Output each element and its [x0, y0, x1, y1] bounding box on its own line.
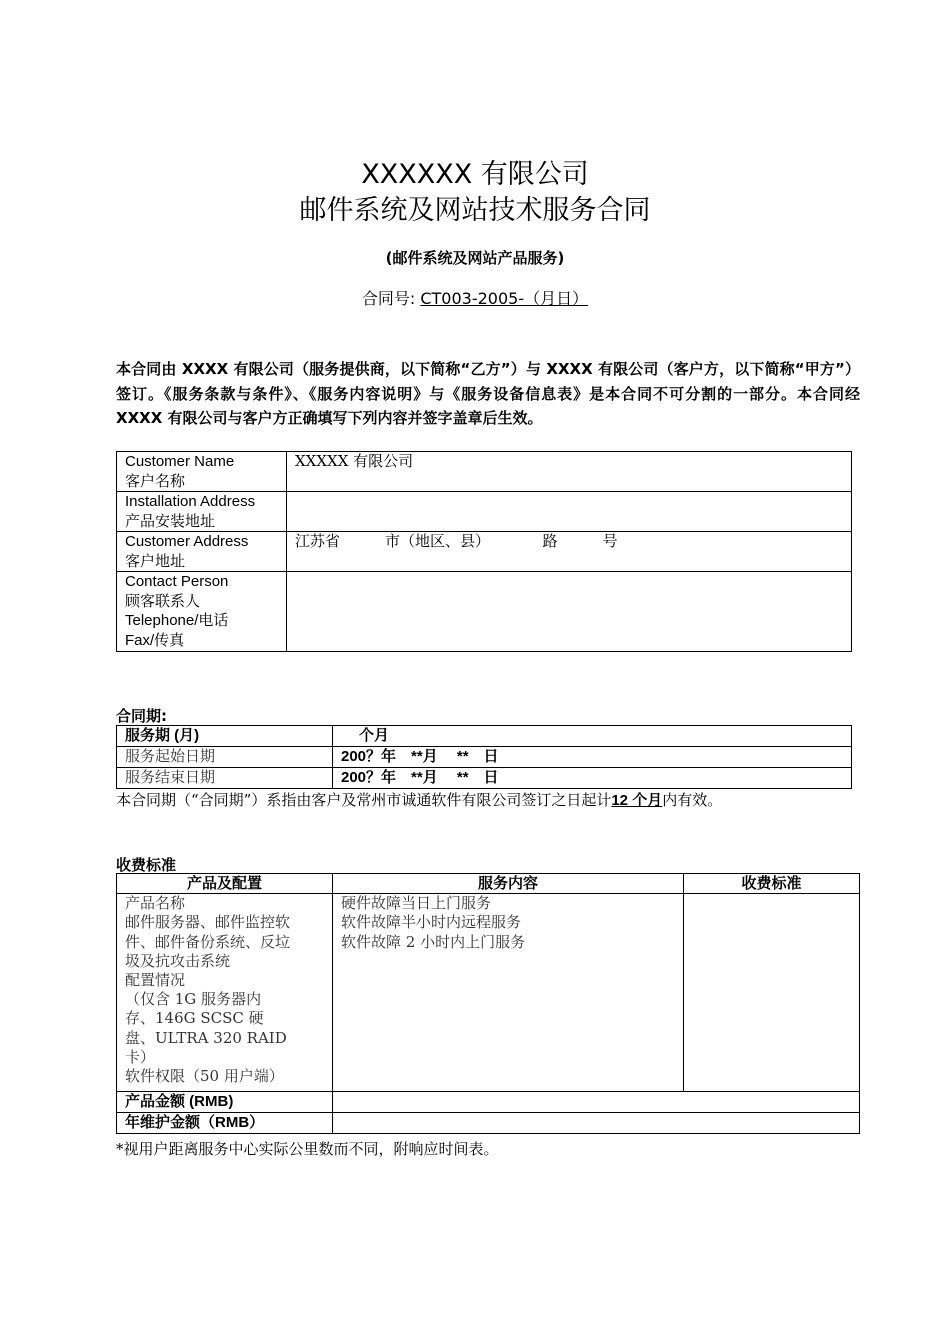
label-cn: 顾客联系人: [125, 592, 201, 610]
service-line: 软件故障 2 小时内上门服务: [341, 932, 526, 951]
term-note-duration: 12 个月: [611, 792, 663, 809]
contract-number: [0, 288, 950, 310]
product-line: （仅含 1G 服务器内: [125, 990, 262, 1009]
contract-number-value[interactable]: CT003-2005-（月日）: [420, 289, 589, 308]
installation-address-label: [117, 492, 287, 532]
table-row: [117, 492, 852, 532]
table-row: [117, 572, 852, 652]
contract-number-label: 合同号:: [361, 289, 416, 308]
start-date-value[interactable]: 200？年 **月 ** 日: [333, 747, 852, 768]
label-en: Fax/传真: [125, 631, 185, 649]
product-line: 卡）: [125, 1047, 156, 1066]
table-row: [117, 726, 852, 747]
column-header: 收费标准: [684, 874, 860, 894]
table-row: [117, 532, 852, 572]
period-label: 服务期 (月): [117, 726, 333, 747]
intro-paragraph: 本合同由 XXXX 有限公司（服务提供商，以下简称“乙方”）与 XXXX 有限公司（客户方，以下简称“甲方”）签订。《服务条款与条件》、《服务内容说明》与《服务设备信息表》是本合同不可分割的一部分。本合同经 XXXX 有限公司与客户方正确填写下列内容并签字盖章后生效。: [116, 360, 860, 427]
column-header: 产品及配置: [117, 874, 333, 894]
end-date-value[interactable]: 200？年 **月 ** 日: [333, 768, 852, 789]
product-line: 配置情况: [125, 971, 186, 990]
label-en: Telephone/电话: [125, 612, 229, 629]
label-en: Installation Address: [125, 493, 256, 510]
installation-address-field[interactable]: [287, 492, 852, 532]
term-table: [116, 725, 852, 789]
label-cn: 客户名称: [125, 472, 186, 490]
product-line: 产品名称: [125, 894, 186, 913]
contract-title: 邮件系统及网站技术服务合同: [299, 195, 651, 226]
product-line: 盘、ULTRA 320 RAID: [125, 1028, 287, 1047]
end-date-label: 服务结束日期: [117, 768, 333, 789]
maintenance-amount-field[interactable]: [333, 1113, 860, 1134]
label-en: Customer Address: [125, 533, 249, 550]
label-cn: 产品安装地址: [125, 512, 216, 530]
start-date-label: 服务起始日期: [117, 747, 333, 768]
table-row: [117, 874, 860, 894]
table-row: [117, 452, 852, 492]
term-note-text: 内有效。: [662, 791, 723, 809]
table-row: [117, 1113, 860, 1134]
maintenance-amount-label: 年维护金额（RMB）: [117, 1113, 333, 1134]
period-value[interactable]: 个月: [333, 726, 852, 747]
footnote: *视用户距离服务中心实际公里数而不同，附响应时间表。: [116, 1140, 499, 1158]
term-note-text: 本合同期（“合同期”）系指由客户及常州市诚通软件有限公司签订之日起计: [116, 791, 612, 809]
product-amount-field[interactable]: [333, 1092, 860, 1113]
service-line: 硬件故障当日上门服务: [341, 894, 492, 913]
customer-info-table: [116, 451, 852, 652]
service-content-cell: [333, 894, 684, 1092]
table-row: [117, 747, 852, 768]
label-en: Customer Name: [125, 453, 235, 470]
label-cn: 客户地址: [125, 552, 186, 570]
term-section-label: 合同期:: [116, 707, 167, 725]
product-line: 件、邮件备份系统、反垃: [125, 932, 291, 951]
customer-name-label: [117, 452, 287, 492]
product-line: 圾及抗攻击系统: [125, 951, 231, 970]
table-row: [117, 768, 852, 789]
product-line: 邮件服务器、邮件监控软: [125, 913, 291, 932]
company-title: XXXXXX 有限公司: [361, 159, 589, 190]
product-config-cell: [117, 894, 333, 1092]
table-row: [117, 894, 860, 1092]
label-en: Contact Person: [125, 573, 229, 590]
term-note: [116, 790, 722, 811]
product-line: 存、146G SCSC 硬: [125, 1009, 264, 1028]
service-line: 软件故障半小时内远程服务: [341, 913, 522, 932]
customer-address-field[interactable]: 江苏省 市（地区、县） 路 号: [287, 532, 852, 572]
contact-label: [117, 572, 287, 652]
fee-standard-field[interactable]: [684, 894, 860, 1092]
product-line: 软件权限（50 用户端）: [125, 1067, 284, 1086]
customer-address-label: [117, 532, 287, 572]
column-header: 服务内容: [333, 874, 684, 894]
customer-name-field[interactable]: XXXXX 有限公司: [287, 452, 852, 492]
fees-section-label: 收费标准: [116, 856, 177, 874]
product-amount-label: 产品金额 (RMB): [117, 1092, 333, 1113]
contact-field[interactable]: [287, 572, 852, 652]
contract-subtitle: (邮件系统及网站产品服务): [385, 249, 565, 267]
fees-table: [116, 873, 860, 1134]
table-row: [117, 1092, 860, 1113]
